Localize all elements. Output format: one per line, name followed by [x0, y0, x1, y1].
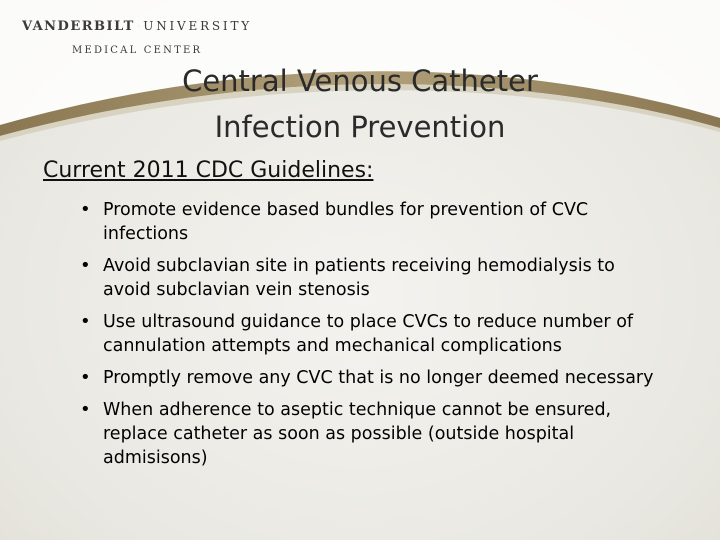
- bullet-text: Promote evidence based bundles for prevention of CVC infections: [103, 200, 589, 244]
- logo-medical-center: MEDICAL CENTER: [72, 45, 203, 56]
- slide-title-line1: Central Venous Catheter: [182, 64, 538, 98]
- bullet-icon: •: [80, 367, 91, 388]
- bullet-icon: •: [80, 399, 91, 420]
- bullet-item: [80, 310, 660, 358]
- bullet-text: Promptly remove any CVC that is no longer deemed necessary: [103, 368, 654, 388]
- bullet-icon: •: [80, 311, 91, 332]
- bullet-text: Use ultrasound guidance to place CVCs to reduce number of cannulation attempts and mechanical complications: [103, 312, 634, 356]
- bullet-text: Avoid subclavian site in patients receiving hemodialysis to avoid subclavian vein stenosis: [103, 256, 615, 300]
- bullet-item: [80, 198, 660, 246]
- logo-word-vanderbilt: VANDERBILT: [22, 18, 135, 34]
- bullet-list: [80, 198, 660, 478]
- bullet-item: [80, 366, 660, 390]
- slide-title-line2: Infection Prevention: [214, 110, 506, 144]
- bullet-text: When adherence to aseptic technique cannot be ensured, replace catheter as soon as possible (outside hospital admisisons): [103, 400, 612, 468]
- bullet-icon: •: [80, 255, 91, 276]
- vanderbilt-logo: [22, 12, 252, 62]
- bullet-icon: •: [80, 199, 91, 220]
- slide-title: [110, 58, 610, 150]
- bullet-item: [80, 398, 660, 470]
- slide-subtitle: Current 2011 CDC Guidelines:: [43, 158, 374, 183]
- bullet-item: [80, 254, 660, 302]
- logo-word-university: UNIVERSITY: [143, 19, 252, 33]
